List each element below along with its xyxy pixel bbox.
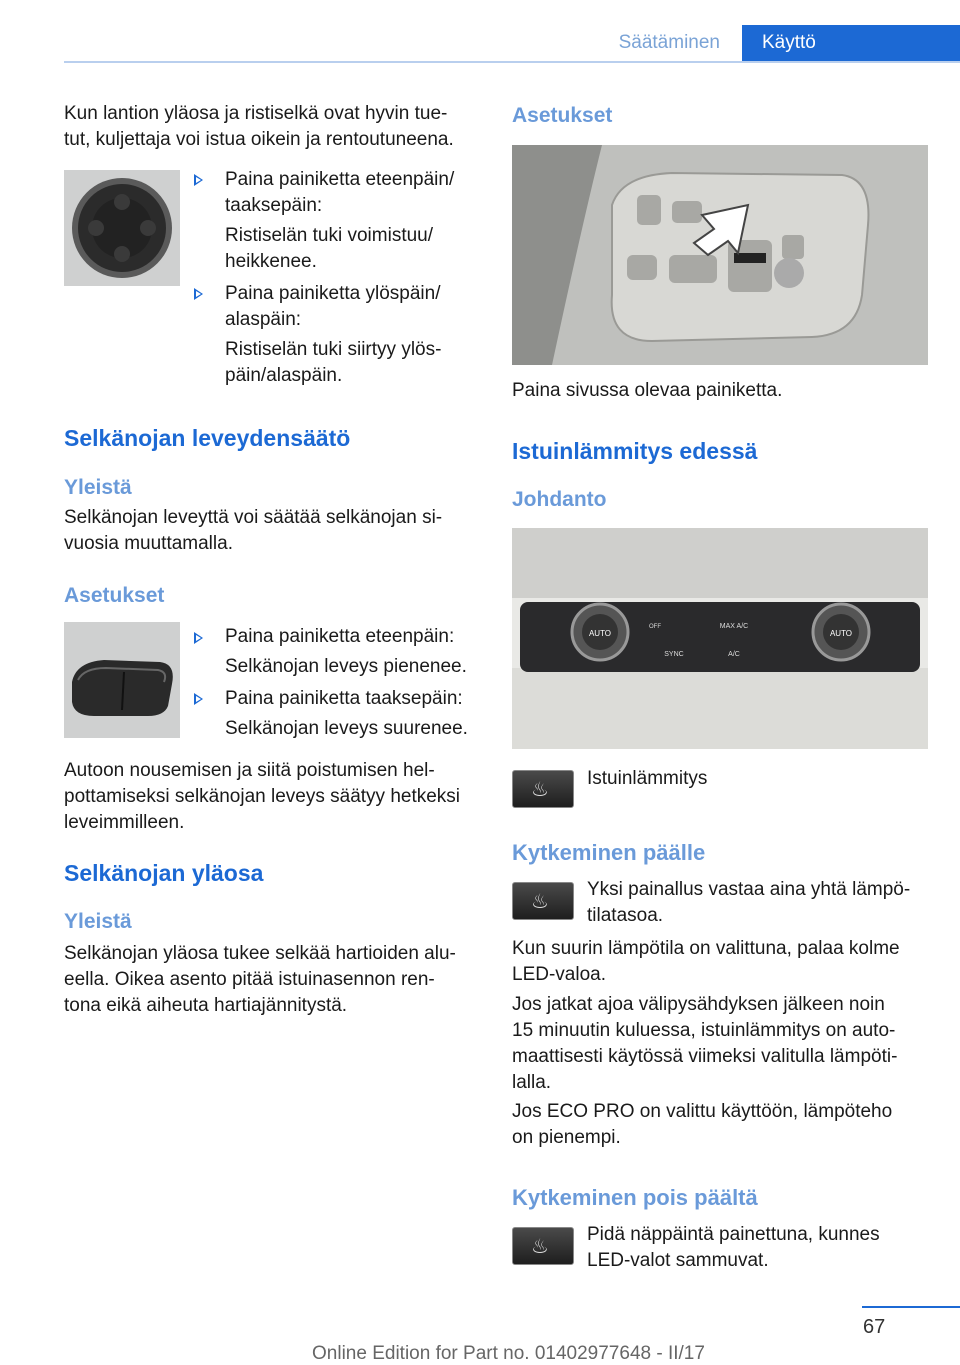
width-settings-heading: Asetukset (64, 584, 165, 607)
auto-label-left: AUTO (588, 629, 612, 638)
backrest-width-button-image (64, 622, 180, 738)
width-item-1-action: Paina painiketta eteenpäin: (225, 626, 455, 647)
header-rule (64, 61, 960, 63)
on-paragraph-1: Kun suurin lämpötila on valittuna, palaa kolme LED-valoa. (512, 938, 900, 985)
seat-side-buttons-image (512, 145, 928, 365)
lumbar-item-1-action: Paina painiketta eteenpäin/ taaksepäin: (225, 169, 455, 216)
on-paragraph-3: Jos ECO PRO on valittu käyttöön, lämpöteho on pienempi. (512, 1101, 893, 1148)
on-paragraph-2: Jos jatkat ajoa välipysähdyksen jälkeen noin 15 minuutin kuluessa, istuinlämmitys on auto- maattisesti käytössä viimeksi valitulla lämpöti- lalla. (512, 994, 898, 1093)
bullet-arrow-icon (194, 174, 203, 186)
lumbar-control-image (64, 170, 180, 286)
seat-heating-icon: ♨ (512, 1227, 574, 1265)
width-general-heading: Yleistä (64, 476, 132, 499)
lumbar-item-2-action: Paina painiketta ylöspäin/ alaspäin: (225, 283, 441, 330)
settings-heading: Asetukset (512, 104, 613, 127)
bullet-arrow-icon (194, 288, 203, 300)
seat-heating-label: Istuinlämmitys (587, 768, 708, 789)
width-general-text: Selkänojan leveyttä voi säätää selkänojan si- vuosia muuttamalla. (64, 507, 443, 554)
lumbar-item-1-result: Ristiselän tuki voimistuu/ heikkenee. (225, 225, 434, 272)
maxac-label: MAX A/C (719, 623, 749, 630)
upper-general-heading: Yleistä (64, 910, 132, 933)
width-item-2-result: Selkänojan leveys suurenee. (225, 718, 468, 739)
width-heading: Selkänojan leveydensäätö (64, 425, 351, 451)
bullet-arrow-icon (194, 693, 203, 705)
climate-panel-image (512, 528, 928, 749)
auto-label-right: AUTO (829, 629, 853, 638)
width-note: Autoon nousemisen ja siitä poistumisen hel- pottamiseksi selkänojan leveys säätyy hetkeksi leveimmilleen. (64, 760, 461, 833)
settings-caption: Paina sivussa olevaa painiketta. (512, 380, 783, 401)
width-item-1-result: Selkänojan leveys pienenee. (225, 656, 467, 677)
off-heading: Kytkeminen pois päältä (512, 1185, 758, 1210)
seat-heating-icon: ♨ (512, 882, 574, 920)
off-text: Pidä näppäintä painettuna, kunnes LED-valot sammuvat. (587, 1224, 880, 1271)
upper-text: Selkänojan yläosa tukee selkää hartioiden alu- eella. Oikea asento pitää istuinasennon ren- tona eikä aiheuta hartiajännitystä. (64, 943, 456, 1016)
off-label: OFF (649, 624, 661, 630)
heat-heading: Istuinlämmitys edessä (512, 438, 758, 464)
running-header (597, 25, 960, 61)
lumbar-item-2-result: Ristiselän tuki siirtyy ylös- päin/alaspäin. (225, 339, 442, 386)
header-section: Säätäminen (618, 32, 720, 53)
intro-paragraph: Kun lantion yläosa ja ristiselkä ovat hyvin tue- tut, kuljettaja voi istua oikein ja rentoutuneena. (64, 103, 454, 150)
bullet-arrow-icon (194, 632, 203, 644)
footer-rule (862, 1306, 960, 1308)
intro-heading: Johdanto (512, 488, 607, 511)
sync-label: SYNC (664, 651, 684, 658)
edition-note: Online Edition for Part no. 01402977648 - II/17 (312, 1343, 705, 1364)
on-heading: Kytkeminen päälle (512, 840, 706, 865)
page-number: 67 (863, 1316, 886, 1338)
ac-label: A/C (728, 651, 740, 658)
header-chapter: Käyttö (742, 25, 960, 61)
width-item-2-action: Paina painiketta taaksepäin: (225, 688, 463, 709)
upper-heading: Selkänojan yläosa (64, 860, 264, 886)
seat-heating-icon: ♨ (512, 770, 574, 808)
on-text: Yksi painallus vastaa aina yhtä lämpö- tilatasoa. (587, 879, 911, 926)
